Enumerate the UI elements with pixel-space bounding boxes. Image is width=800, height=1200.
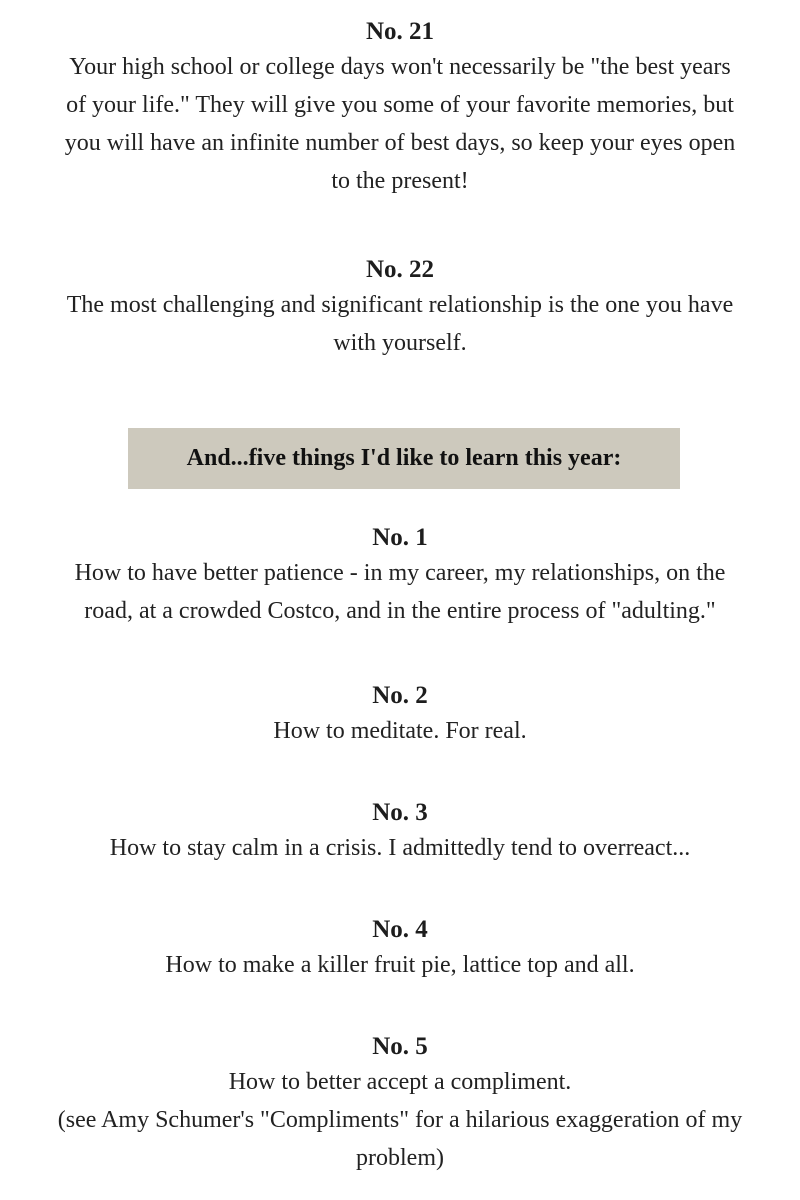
item-number: No. 2 [372, 682, 428, 709]
item-text-line: problem) [356, 1145, 444, 1171]
item-number: No. 22 [365, 256, 435, 283]
list-item-21 [20, 16, 780, 200]
item-text-line: Your high school or college days won't necessarily be "the best years [69, 54, 731, 80]
item-number: No. 5 [372, 1033, 428, 1060]
item-text-line: How to meditate. For real. [273, 718, 527, 744]
item-text-line: road, at a crowded Costco, and in the entire process of "adulting." [84, 598, 716, 624]
section-banner [128, 428, 680, 489]
item-text-line: How to have better patience - in my career, my relationships, on the [74, 560, 726, 586]
item-text-line: you will have an infinite number of best days, so keep your eyes open [64, 130, 736, 156]
item-text-line: How to stay calm in a crisis. I admittedly tend to overreact... [109, 835, 691, 861]
section-banner-label: And...five things I'd like to learn this year: [186, 445, 622, 471]
item-number: No. 1 [372, 524, 428, 551]
item-text-line: of your life." They will give you some of your favorite memories, but [66, 92, 734, 118]
item-text-line: to the present! [331, 168, 469, 194]
item-text-line: How to better accept a compliment. [228, 1069, 572, 1095]
item-text-line: The most challenging and significant relationship is the one you have [66, 292, 734, 318]
item-text-line: How to make a killer fruit pie, lattice top and all. [165, 952, 635, 978]
learn-item-2 [20, 680, 780, 750]
item-text-line: with yourself. [333, 330, 467, 356]
item-number: No. 4 [372, 916, 428, 943]
learn-item-1 [20, 522, 780, 630]
item-number: No. 3 [372, 799, 428, 826]
learn-item-5 [20, 1031, 780, 1177]
learn-item-4 [20, 914, 780, 984]
item-number: No. 21 [365, 18, 435, 45]
list-item-22 [20, 254, 780, 362]
learn-item-3 [20, 797, 780, 867]
item-text-line: (see Amy Schumer's "Compliments" for a hilarious exaggeration of my [57, 1107, 743, 1133]
